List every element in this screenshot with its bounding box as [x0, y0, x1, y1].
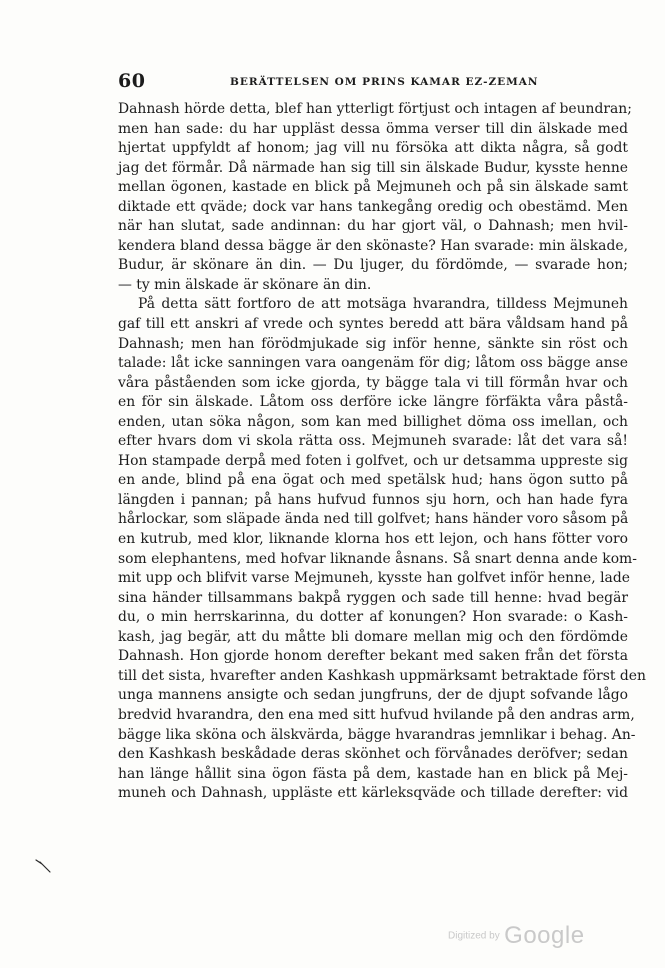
page-number: 60: [118, 70, 146, 92]
text-line: På detta sätt fortforo de att motsäga hvarandra, tilldess Mejmuneh: [138, 296, 628, 313]
text-line: kendera bland dessa bägge är den skönaste? Han svarade: min älskade,: [118, 237, 628, 254]
text-line: efter hvars dom vi skola rätta oss. Mejmuneh svarade: låt det vara så!: [118, 433, 628, 450]
text-line: Dahnash; men han förödmjukade sig inför henne, sänkte sin röst och: [118, 335, 628, 352]
text-line: Dahnash. Hon gjorde honom derefter bekant med saken från det första: [118, 648, 628, 665]
body-text: [118, 100, 646, 804]
text-line: en ande, blind på ena ögat och med spetälsk hud; hans ögon sutto på: [118, 472, 628, 489]
text-line: jag det förmår. Då närmade han sig till sin älskade Budur, kysste henne: [118, 159, 628, 176]
text-line: en kutrub, med klor, liknande klorna hos ett lejon, och hans fötter voro: [118, 531, 628, 548]
text-line: kash, jag begär, att du måtte bli domare mellan mig och den fördömde: [118, 628, 628, 645]
text-line: Budur, är skönare än din. — Du ljuger, du fördömde, — svarade hon;: [118, 257, 628, 274]
text-line: våra påståenden som icke gjorda, ty bägge tala vi till förmån hvar och: [118, 374, 628, 391]
text-line: en för sin älskade. Låtom oss derföre icke längre förfäkta våra påstå-: [118, 394, 628, 411]
text-line: hjertat uppfyldt af honom; jag vill nu försöka att dikta några, så godt: [118, 140, 628, 157]
text-line: den Kashkash beskådade deras skönhet och förvånades deröfver; sedan: [118, 746, 628, 763]
text-line: som elephantens, med hofvar liknande åsnans. Så snart denna ande kom-: [118, 550, 637, 567]
text-line: gaf till ett anskri af vrede och syntes beredd att bära våldsam hand på: [118, 316, 628, 333]
text-line: Hon stampade derpå med foten i golfvet, och ur detsamma uppreste sig: [118, 452, 628, 469]
text-line: men han sade: du har uppläst dessa ömma verser till din älskade med: [118, 120, 628, 137]
text-line: hårlockar, som släpade ända ned till golfvet; hans händer voro såsom på: [118, 511, 629, 528]
running-title: BERÄTTELSEN OM PRINS KAMAR EZ-ZEMAN: [230, 76, 539, 88]
text-line: mit upp och blifvit varse Mejmuneh, kysste han golfvet inför henne, lade: [118, 570, 630, 587]
text-line: längden i pannan; på hans hufvud funnos sju horn, och han hade fyra: [118, 491, 628, 508]
text-line: han länge hållit sina ögon fästa på dem, kastade han en blick på Mej-: [118, 765, 628, 782]
google-logo-text: Google: [504, 922, 585, 949]
text-line: mellan ögonen, kastade en blick på Mejmuneh och på sin älskade samt: [118, 179, 628, 196]
text-line: enden, utan söka någon, som kan med billighet döma oss imellan, och: [118, 413, 628, 430]
digitized-watermark: [448, 922, 608, 956]
text-line: när han slutat, sade andinnan: du har gjort väl, o Dahnash; men hvil-: [118, 218, 628, 235]
text-line: unga mannens ansigte och sedan jungfruns, der de djupt sofvande lågo: [118, 687, 628, 704]
text-line: bredvid hvarandra, den ena med sitt hufvud hvilande på den andras arm,: [118, 706, 635, 723]
text-line: Dahnash hörde detta, blef han ytterligt förtjust och intagen af beundran;: [118, 101, 632, 117]
text-line: — ty min älskade är skönare än din.: [118, 276, 372, 293]
text-line: bägge lika sköna och älskvärda, bägge hvarandras jemnlikar i behag. An-: [118, 726, 636, 743]
text-line: diktade ett qväde; dock var hans tankegång oredig och obestämd. Men: [118, 198, 628, 215]
watermark-label: Digitized by: [448, 930, 500, 942]
text-line: muneh och Dahnash, uppläste ett kärleksqväde och tillade derefter: vid: [118, 785, 628, 802]
text-line: sina händer tillsammans bakpå ryggen och sade till henne: hvad begär: [118, 589, 628, 606]
text-line: talade: låt icke sanningen vara oangenäm för dig; låtom oss bägge anse: [118, 355, 628, 372]
text-line: du, o min herrskarinna, du dotter af konungen? Hon svarade: o Kash-: [118, 609, 628, 626]
page-header: [118, 70, 628, 94]
text-line: till det sista, hvarefter anden Kashkash uppmärksamt betraktade först den: [118, 667, 646, 684]
stray-ink-mark: [34, 858, 54, 874]
